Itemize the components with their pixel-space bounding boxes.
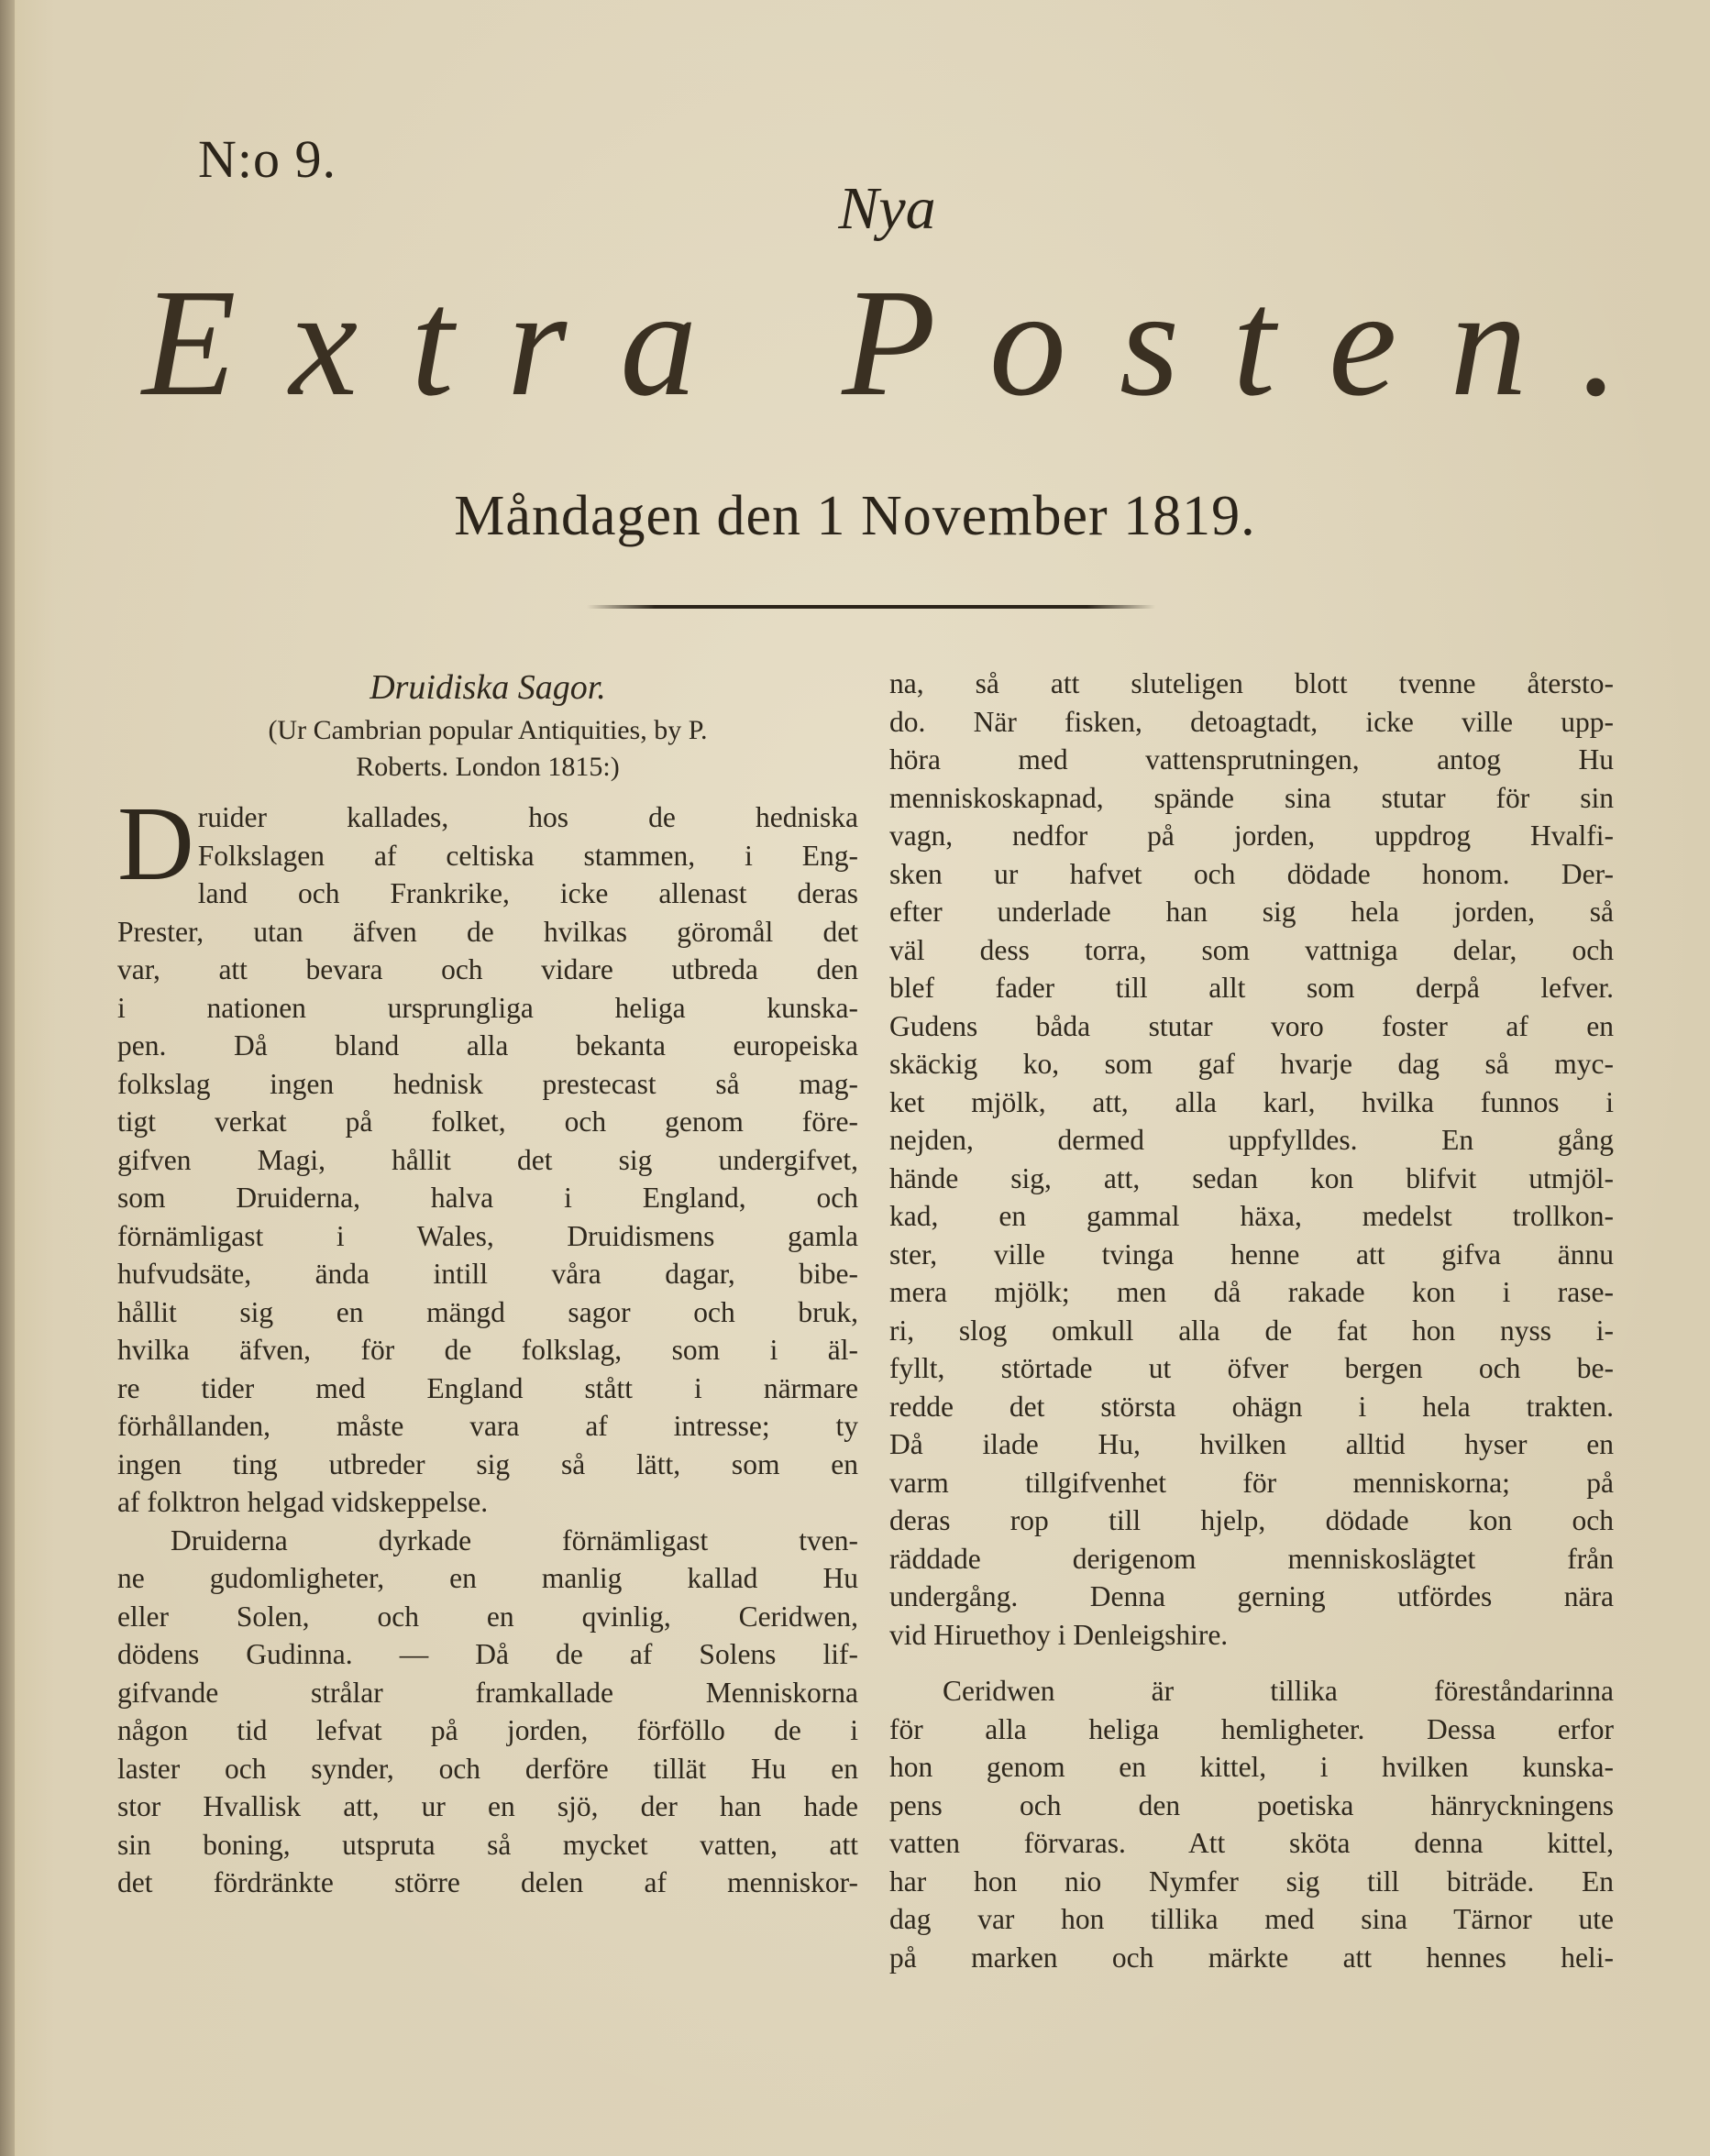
masthead-pre-title: Nya — [838, 175, 936, 242]
text-line: det fördränkte större delen af menniskor- — [117, 1866, 858, 1898]
text-line: för alla heliga hemligheter. Dessa erfor — [889, 1712, 1614, 1745]
text-line: i nationen ursprungliga heliga kunska- — [117, 991, 858, 1024]
text-line: efter underlade han sig hela jorden, så — [889, 896, 1614, 928]
masthead-title: Extra Posten. — [142, 258, 1672, 428]
text-line: ster, ville tvinga henne att gifva ännu — [889, 1238, 1614, 1270]
text-line: Då ilade Hu, hvilken alltid hyser en — [889, 1428, 1614, 1460]
text-line: laster och synder, och derföre tillät Hu en — [117, 1752, 858, 1785]
text-line: sken ur hafvet och dödade honom. Der- — [889, 857, 1614, 890]
text-line: hon genom en kittel, i hvilken kunska- — [889, 1751, 1614, 1783]
text-line: land och Frankrike, icke allenast deras — [197, 877, 858, 909]
text-line: ri, slog omkull alla de fat hon nyss i- — [889, 1314, 1614, 1347]
text-line: hållit sig en mängd sagor och bruk, — [117, 1295, 858, 1328]
text-line: Folkslagen af celtiska stammen, i Eng- — [197, 839, 858, 872]
text-line: som Druiderna, halva i England, och — [117, 1182, 858, 1214]
right-paragraph-1 — [889, 665, 1614, 1654]
text-line: blef fader till allt som derpå lefver. — [889, 972, 1614, 1004]
text-line: eller Solen, och en qvinlig, Ceridwen, — [117, 1600, 858, 1633]
text-line: do. När fisken, detoagtadt, icke ville upp- — [889, 705, 1614, 738]
text-line: menniskoskapnad, spände sina stutar för sin — [889, 781, 1614, 814]
text-line: na, så att sluteligen blott tvenne återsto- — [889, 667, 1614, 699]
text-line: undergång. Denna gerning utfördes nära — [889, 1580, 1614, 1612]
text-line: skäckig ko, som gaf hvarje dag så myc- — [889, 1048, 1614, 1080]
text-line: kad, en gammal häxa, medelst trollkon- — [889, 1200, 1614, 1232]
text-line: Gudens båda stutar voro foster af en — [889, 1009, 1614, 1042]
paragraph-gap — [889, 1654, 1614, 1672]
text-line: pen. Då bland alla bekanta europeiska — [117, 1029, 858, 1062]
text-line: förnämligast i Wales, Druidismens gamla — [117, 1219, 858, 1252]
text-line: ruider kallades, hos de hedniska — [197, 801, 858, 833]
text-line: vatten förvaras. Att sköta denna kittel, — [889, 1827, 1614, 1859]
left-paragraph-1 — [117, 786, 858, 1522]
text-line: ne gudomligheter, en manlig kallad Hu — [117, 1562, 858, 1594]
text-line: varm tillgifvenhet för menniskorna; på — [889, 1466, 1614, 1499]
binding-spine — [0, 0, 15, 2156]
text-line: någon tid lefvat på jorden, förföllo de i — [117, 1714, 858, 1746]
text-line: nejden, dermed uppfylldes. En gång — [889, 1124, 1614, 1156]
text-line: på marken och märkte att hennes heli- — [889, 1941, 1614, 1974]
text-line: har hon nio Nymfer sig till biträde. En — [889, 1864, 1614, 1898]
text-line: gifvande strålar framkallade Menniskorna — [117, 1676, 858, 1709]
text-line: re tider med England stått i närmare — [117, 1371, 858, 1404]
issue-date: Måndagen den 1 November 1819. — [454, 485, 1256, 547]
text-line: ingen ting utbreder sig så lätt, som en — [117, 1447, 858, 1480]
text-line: Ceridwen är tillika föreståndarinna — [943, 1675, 1614, 1707]
text-line: mera mjölk; men då rakade kon i rase- — [889, 1276, 1614, 1308]
text-line: fyllt, störtade ut öfver bergen och be- — [889, 1352, 1614, 1384]
text-line: tigt verkat på folket, och genom före- — [117, 1106, 858, 1138]
right-column — [889, 665, 1614, 1976]
text-line: stor Hvallisk att, ur en sjö, der han hade — [117, 1790, 858, 1822]
article-title: Druidiska Sagor. — [370, 668, 606, 707]
left-column — [117, 665, 858, 1902]
article-source-line-2: Roberts. London 1815:) — [356, 752, 620, 782]
text-line: höra med vattensprutningen, antog Hu — [889, 743, 1614, 776]
text-line: hufvudsäte, ända intill våra dagar, bibe- — [117, 1258, 858, 1290]
text-line: sin boning, utspruta så mycket vatten, att — [117, 1828, 858, 1861]
text-line: Prester, utan äfven de hvilkas göromål det — [117, 915, 858, 948]
text-line: dödens Gudinna. — Då de af Solens lif- — [117, 1638, 858, 1670]
left-paragraph-2 — [117, 1522, 858, 1902]
text-line: af folktron helgad vidskeppelse. — [117, 1486, 489, 1518]
text-line: vid Hiruethoy i Denleigshire. — [889, 1618, 1229, 1651]
masthead-rule — [587, 605, 1155, 609]
right-paragraph-2 — [889, 1672, 1614, 1976]
text-line: hvilka äfven, för de folkslag, som i äl- — [117, 1334, 858, 1366]
text-line: Druiderna dyrkade förnämligast tven- — [171, 1524, 858, 1556]
text-line: räddade derigenom menniskoslägtet från — [889, 1542, 1614, 1575]
text-line: förhållanden, måste vara af intresse; ty — [117, 1410, 858, 1442]
left-paragraph-1-lines — [117, 786, 858, 1522]
text-line: folkslag ingen hednisk prestecast så mag- — [117, 1067, 858, 1100]
text-line: dag var hon tillika med sina Tärnor ute — [889, 1903, 1614, 1935]
text-line: väl dess torra, som vattniga delar, och — [889, 933, 1614, 966]
drop-cap: D — [117, 786, 194, 903]
text-line: var, att bevara och vidare utbreda den — [117, 953, 858, 985]
text-line: hände sig, att, sedan kon blifvit utmjöl- — [889, 1161, 1614, 1194]
issue-number: N:o 9. — [198, 129, 336, 189]
text-line: pens och den poetiska hänryckningens — [889, 1788, 1614, 1821]
text-line: gifven Magi, hållit det sig undergifvet, — [117, 1143, 858, 1176]
text-line: vagn, nedfor på jorden, uppdrog Hvalfi- — [889, 820, 1614, 852]
text-line: deras rop till hjelp, dödade kon och — [889, 1504, 1614, 1536]
text-line: redde det största ohägn i hela trakten. — [889, 1390, 1614, 1423]
text-line: ket mjölk, att, alla karl, hvilka funnos i — [889, 1085, 1614, 1118]
article-source-line-1: (Ur Cambrian popular Antiquities, by P. — [268, 715, 708, 745]
